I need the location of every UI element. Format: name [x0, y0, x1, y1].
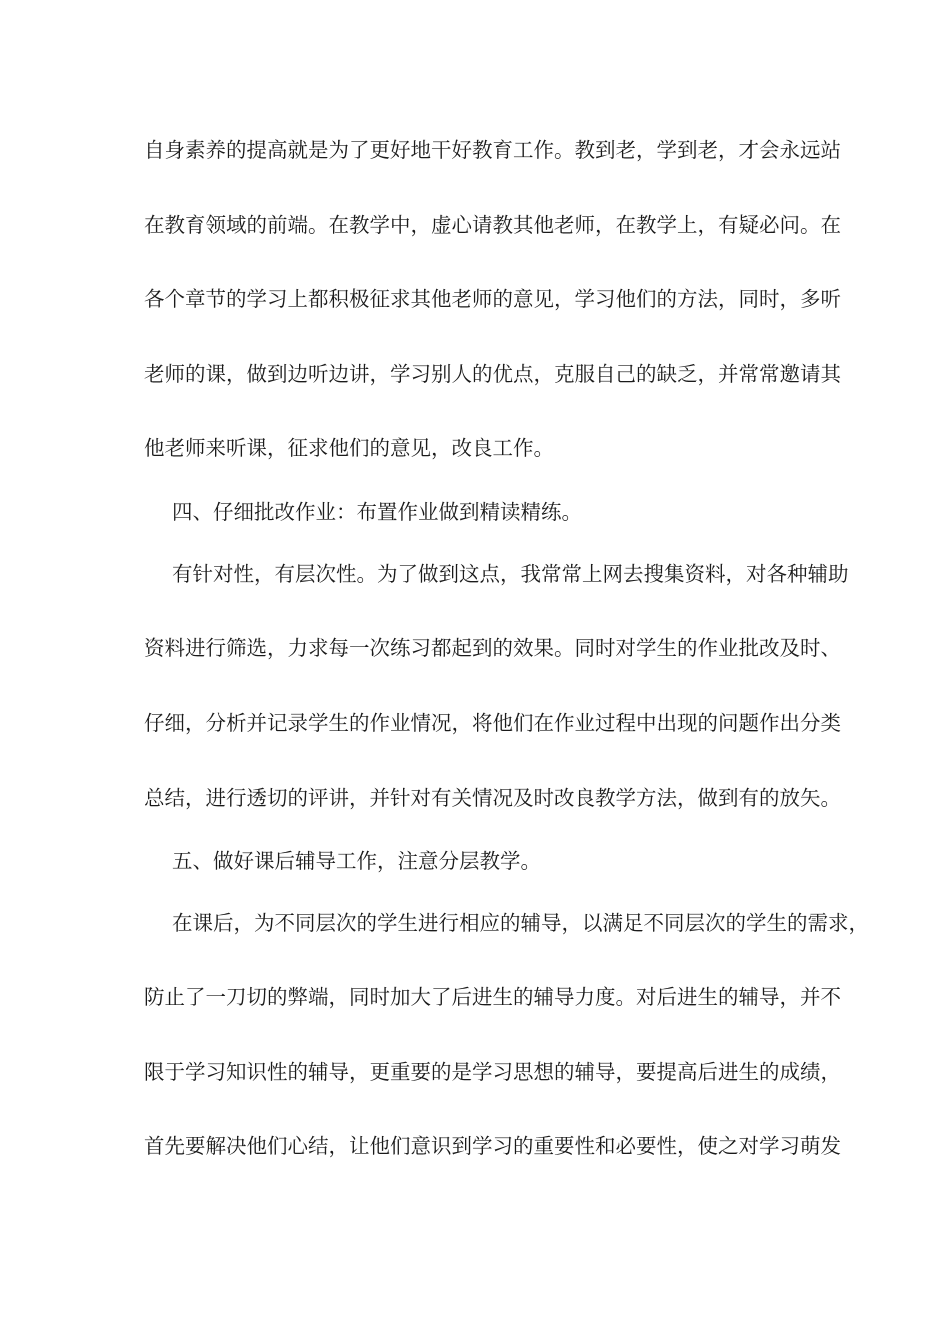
- text-line: 限于学习知识性的辅导，更重要的是学习思想的辅导，要提高后进生的成绩，: [144, 1060, 841, 1084]
- text-line: 仔细，分析并记录学生的作业情况，将他们在作业过程中出现的问题作出分类: [144, 711, 841, 735]
- paragraph-start: 在课后，为不同层次的学生进行相应的辅导，以满足不同层次的学生的需求，: [172, 911, 869, 935]
- text-line: 老师的课，做到边听边讲，学习别人的优点，克服自己的缺乏，并常常邀请其: [144, 362, 841, 386]
- section-heading-five: 五、做好课后辅导工作，注意分层教学。: [172, 849, 541, 873]
- text-line: 在教育领域的前端。在教学中，虚心请教其他老师，在教学上，有疑必问。在: [144, 213, 841, 237]
- text-line: 首先要解决他们心结，让他们意识到学习的重要性和必要性，使之对学习萌发: [144, 1134, 841, 1158]
- text-line: 资料进行筛选，力求每一次练习都起到的效果。同时对学生的作业批改及时、: [144, 636, 841, 660]
- section-heading-four: 四、仔细批改作业：布置作业做到精读精练。: [172, 500, 582, 524]
- text-line: 自身素养的提高就是为了更好地干好教育工作。教到老，学到老，才会永远站: [144, 138, 841, 162]
- text-line: 防止了一刀切的弊端，同时加大了后进生的辅导力度。对后进生的辅导，并不: [144, 985, 841, 1009]
- text-line: 总结，进行透切的评讲，并针对有关情况及时改良教学方法，做到有的放矢。: [144, 786, 841, 810]
- paragraph-start: 有针对性，有层次性。为了做到这点，我常常上网去搜集资料，对各种辅助: [172, 562, 849, 586]
- text-line: 各个章节的学习上都积极征求其他老师的意见，学习他们的方法，同时，多听: [144, 287, 841, 311]
- text-line: 他老师来听课，征求他们的意见，改良工作。: [144, 436, 554, 460]
